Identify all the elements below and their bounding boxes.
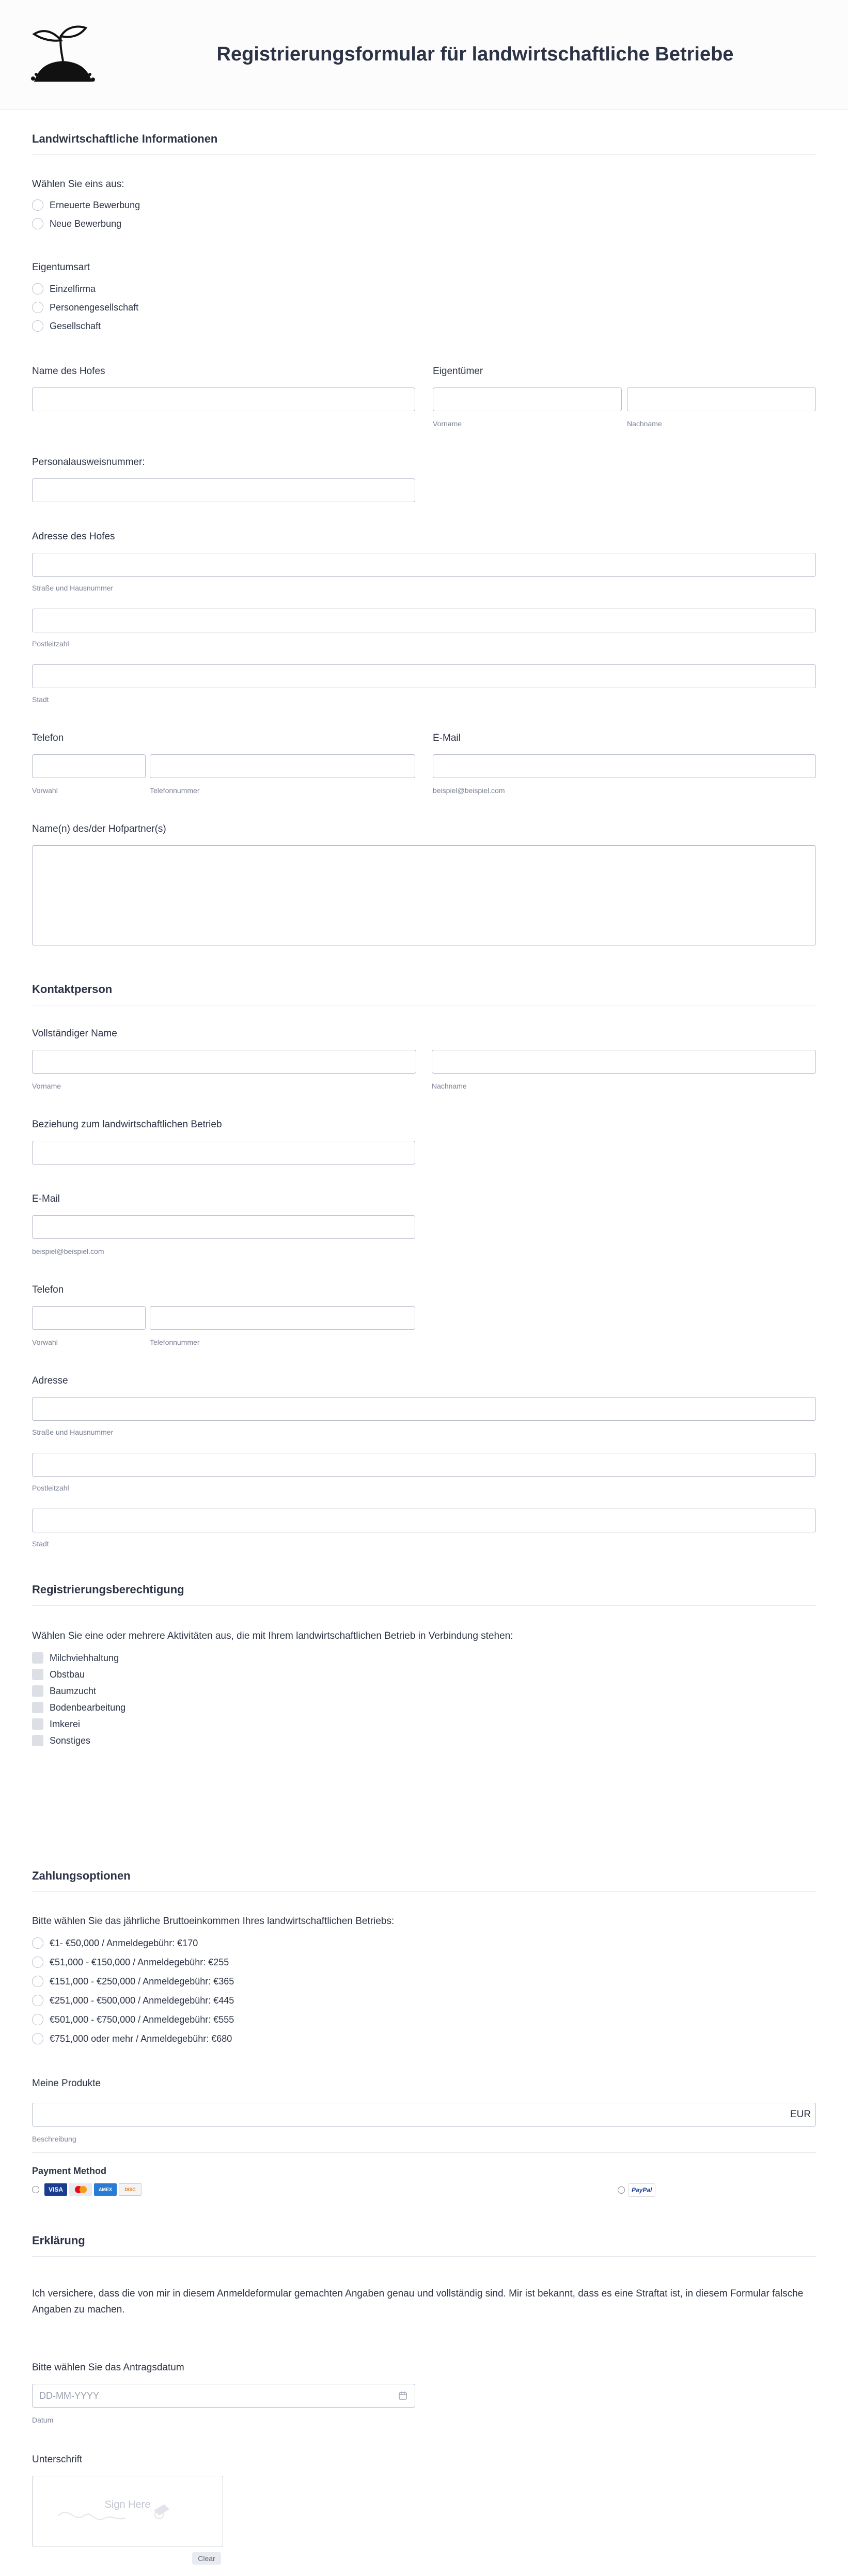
declaration-text: Ich versichere, dass die von mir in diesem Anmeldeformular gemachten Angaben genau und vollständig sind. Mir ist bekannt, dass es eine Straftat ist, in diesem Formular falsche Angaben zu machen. [32, 2288, 804, 2315]
id-number-input[interactable] [32, 478, 415, 502]
date-sublabel: Datum [32, 2416, 54, 2424]
section-divider [32, 1891, 816, 1892]
id-number-label: Personalausweisnummer: [32, 457, 145, 468]
section-divider [32, 2256, 816, 2257]
products-amount-input[interactable] [32, 2103, 816, 2127]
contact-street-input[interactable] [32, 1397, 816, 1421]
farm-zip-input[interactable] [32, 609, 816, 632]
sign-here-placeholder: Sign Here [104, 2499, 151, 2510]
amex-card-icon: AMEX [94, 2183, 117, 2196]
form-header [0, 0, 848, 110]
products-label: Meine Produkte [32, 2078, 101, 2089]
contact-phone-number-sublabel: Telefonnummer [150, 1338, 200, 1346]
contact-zip-input[interactable] [32, 1453, 816, 1477]
farm-phone-label: Telefon [32, 733, 64, 743]
radio-income-4[interactable]: €251,000 - €500,000 / Anmeldegebühr: €445 [32, 1994, 234, 2007]
paypal-payment-option[interactable] [618, 2183, 655, 2197]
radio-circle[interactable] [32, 2014, 43, 2025]
radio-circle[interactable] [32, 1957, 43, 1968]
section-title-declaration: Erklärung [32, 2234, 85, 2247]
relation-input[interactable] [32, 1141, 415, 1165]
section-divider [32, 1605, 816, 1606]
radio-renewed-application[interactable]: Erneuerte Bewerbung [32, 198, 140, 212]
currency-label: EUR [790, 2109, 811, 2120]
farm-area-code-input[interactable] [32, 754, 146, 778]
checkbox-box[interactable] [32, 1702, 43, 1713]
farm-email-sublabel: beispiel@beispiel.com [433, 786, 505, 795]
radio-circle[interactable] [618, 2186, 625, 2194]
checkbox-box[interactable] [32, 1685, 43, 1697]
contact-address-label: Adresse [32, 1375, 68, 1386]
radio-income-5[interactable]: €501,000 - €750,000 / Anmeldegebühr: €555 [32, 2013, 234, 2026]
checkbox-dairy-farming[interactable]: Milchviehhaltung [32, 1651, 119, 1665]
section-title-payment: Zahlungsoptionen [32, 1869, 131, 1882]
section-title-farm: Landwirtschaftliche Informationen [32, 132, 218, 145]
radio-circle[interactable] [32, 302, 43, 313]
form-title: Registrierungsformular für landwirtschaftliche Betriebe [216, 43, 734, 65]
contact-email-label: E-Mail [32, 1193, 60, 1204]
contact-phone-label: Telefon [32, 1284, 64, 1295]
farm-city-input[interactable] [32, 664, 816, 688]
farm-email-label: E-Mail [433, 733, 461, 743]
farm-name-input[interactable] [32, 387, 415, 411]
paypal-logo-icon: PayPal [628, 2183, 655, 2197]
card-payment-option[interactable] [32, 2183, 142, 2196]
signature-pad[interactable] [32, 2476, 223, 2547]
contact-last-name-input[interactable] [432, 1050, 816, 1074]
radio-circle[interactable] [32, 1937, 43, 1949]
radio-circle[interactable] [32, 2033, 43, 2044]
partners-label: Name(n) des/der Hofpartner(s) [32, 824, 166, 834]
radio-income-2[interactable]: €51,000 - €150,000 / Anmeldegebühr: €255 [32, 1956, 229, 1969]
contact-email-sublabel: beispiel@beispiel.com [32, 1247, 104, 1255]
farm-street-sublabel: Straße und Hausnummer [32, 584, 114, 592]
mastercard-icon [69, 2183, 92, 2196]
signature-label: Unterschrift [32, 2454, 83, 2465]
radio-circle[interactable] [32, 218, 43, 229]
contact-email-input[interactable] [32, 1215, 415, 1239]
radio-income-1[interactable]: €1- €50,000 / Anmeldegebühr: €170 [32, 1936, 198, 1950]
contact-first-sublabel: Vorname [32, 1082, 61, 1090]
checkbox-other[interactable]: Sonstiges [32, 1734, 90, 1747]
radio-sole-proprietorship[interactable]: Einzelfirma [32, 282, 96, 296]
description-sublabel: Beschreibung [32, 2135, 76, 2143]
contact-first-name-input[interactable] [32, 1050, 416, 1074]
checkbox-tillage[interactable]: Bodenbearbeitung [32, 1701, 125, 1714]
relation-label: Beziehung zum landwirtschaftlichen Betrieb [32, 1119, 222, 1130]
checkbox-box[interactable] [32, 1652, 43, 1664]
date-label: Bitte wählen Sie das Antragsdatum [32, 2362, 184, 2373]
farm-street-input[interactable] [32, 553, 816, 577]
owner-label: Eigentümer [433, 366, 483, 377]
plant-sprout-icon [29, 25, 97, 86]
farm-email-input[interactable] [433, 754, 816, 778]
contact-city-sublabel: Stadt [32, 1540, 49, 1548]
owner-last-sublabel: Nachname [627, 420, 662, 428]
visa-card-icon: VISA [44, 2183, 67, 2196]
contact-area-code-sublabel: Vorwahl [32, 1338, 58, 1346]
contact-fullname-label: Vollständiger Name [32, 1028, 117, 1039]
payment-divider [32, 2152, 816, 2153]
ownership-label: Eigentumsart [32, 262, 90, 273]
contact-street-sublabel: Straße und Hausnummer [32, 1428, 114, 1436]
radio-circle[interactable] [32, 320, 43, 332]
farm-phone-number-sublabel: Telefonnummer [150, 786, 200, 795]
farm-name-label: Name des Hofes [32, 366, 105, 377]
farm-city-sublabel: Stadt [32, 695, 49, 704]
farm-zip-sublabel: Postleitzahl [32, 640, 69, 648]
farm-address-label: Adresse des Hofes [32, 531, 115, 542]
calendar-icon[interactable] [398, 2391, 407, 2400]
section-title-contact: Kontaktperson [32, 983, 113, 996]
contact-phone-number-input[interactable] [150, 1306, 415, 1330]
radio-corporation[interactable]: Gesellschaft [32, 319, 101, 333]
discover-card-icon: DISC [119, 2183, 142, 2196]
radio-circle[interactable] [32, 199, 43, 211]
owner-last-name-input[interactable] [627, 387, 816, 411]
radio-income-3[interactable]: €151,000 - €250,000 / Anmeldegebühr: €365 [32, 1975, 234, 1988]
contact-last-sublabel: Nachname [432, 1082, 467, 1090]
radio-new-application[interactable]: Neue Bewerbung [32, 217, 121, 230]
owner-first-name-input[interactable] [433, 387, 622, 411]
radio-circle[interactable] [32, 2186, 39, 2193]
radio-circle[interactable] [32, 1995, 43, 2006]
contact-area-code-input[interactable] [32, 1306, 146, 1330]
radio-partnership[interactable]: Personengesellschaft [32, 301, 138, 314]
payment-method-label: Payment Method [32, 2166, 107, 2176]
checkbox-fruit-growing[interactable]: Obstbau [32, 1668, 85, 1681]
checkbox-box[interactable] [32, 1718, 43, 1730]
activities-question: Wählen Sie eine oder mehrere Aktivitäten aus, die mit Ihrem landwirtschaftlichen Betrieb in Verbindung stehen: [32, 1631, 513, 1641]
checkbox-box[interactable] [32, 1735, 43, 1746]
checkbox-box[interactable] [32, 1669, 43, 1680]
contact-zip-sublabel: Postleitzahl [32, 1484, 69, 1492]
owner-first-sublabel: Vorname [433, 420, 462, 428]
farm-phone-number-input[interactable] [150, 754, 415, 778]
farm-area-code-sublabel: Vorwahl [32, 786, 58, 795]
radio-income-6[interactable]: €751,000 oder mehr / Anmeldegebühr: €680 [32, 2032, 232, 2045]
section-title-eligibility: Registrierungsberechtigung [32, 1583, 184, 1596]
section-divider [32, 154, 816, 155]
contact-city-input[interactable] [32, 1509, 816, 1532]
date-placeholder: DD-MM-YYYY [39, 2391, 99, 2401]
radio-circle[interactable] [32, 283, 43, 294]
partners-textarea[interactable] [32, 845, 816, 945]
income-question: Bitte wählen Sie das jährliche Bruttoeinkommen Ihres landwirtschaftlichen Betriebs: [32, 1916, 395, 1927]
checkbox-tree-nursery[interactable]: Baumzucht [32, 1684, 96, 1698]
clear-signature-button[interactable]: Clear [192, 2552, 221, 2565]
radio-circle[interactable] [32, 1976, 43, 1987]
checkbox-beekeeping[interactable]: Imkerei [32, 1717, 80, 1731]
choose-label: Wählen Sie eins aus: [32, 179, 124, 190]
